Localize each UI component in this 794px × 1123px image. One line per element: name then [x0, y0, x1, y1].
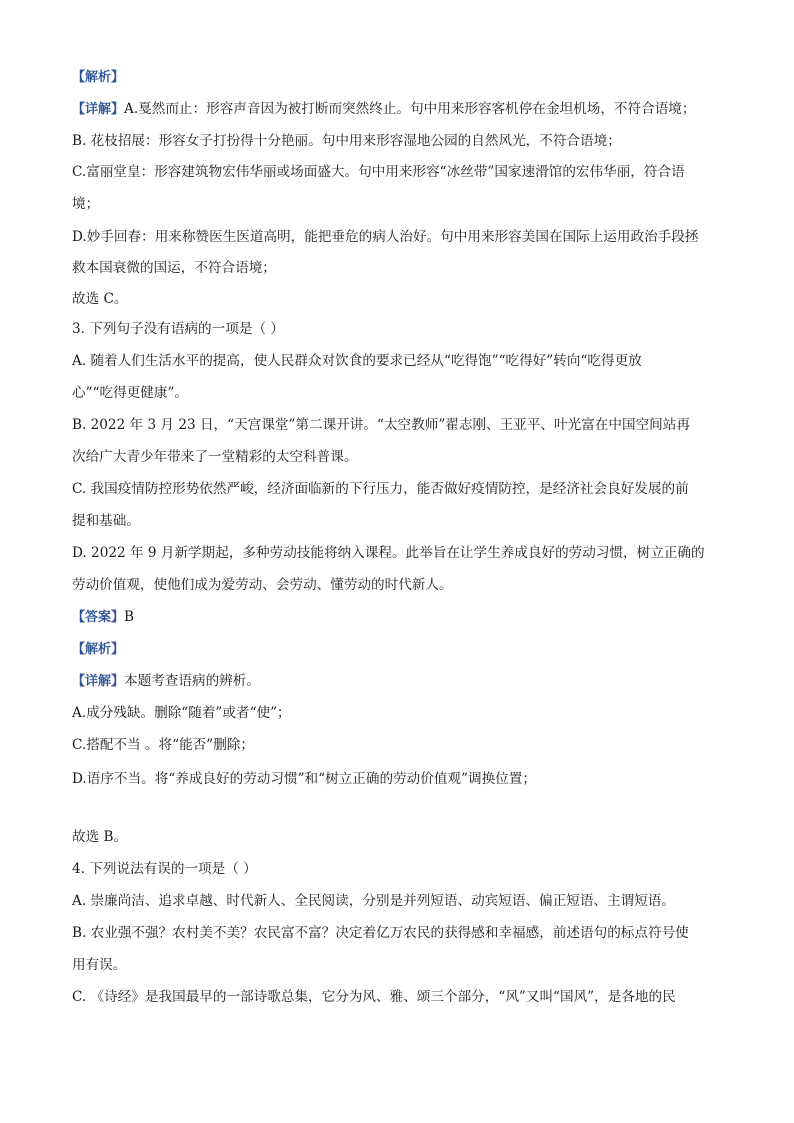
detail-text: A.戛然而止：形容声音因为被打断而突然终止。句中用来形容客机停在金坦机场，不符合语境；: [124, 101, 696, 117]
detail-line-c2: 境；: [72, 196, 100, 212]
detail-tag: 【详解】: [72, 102, 125, 117]
detail-line-d2: 救本国衰微的国运，不符合语境；: [72, 260, 276, 276]
q4-option-a1: A. 崇廉尚洁、追求卓越、时代新人、全民阅读，分别是并列短语、动宾短语、偏正短语、主谓短语。: [72, 893, 675, 909]
q3-explain-c: C.搭配不当 。将“能否”删除；: [72, 737, 254, 753]
detail-line-c1: C.富丽堂皇：形容建筑物宏伟华丽或场面盛大。句中用来形容“冰丝带”国家速滑馆的宏伟华丽，符合语: [72, 164, 685, 180]
detail-line-d1: D.妙手回春：用来称赞医生医道高明，能把垂危的病人治好。句中用来形容美国在国际上运用政治手段拯: [72, 229, 699, 245]
detail-text: 本题考查语病的辨析。: [124, 673, 260, 689]
answer-tag: 【答案】: [72, 610, 125, 625]
q3-option-d1: D. 2022 年 9 月新学期起，多种劳动技能将纳入课程。此举旨在让学生养成良好的劳动习惯，树立正确的: [72, 545, 705, 561]
analysis-heading: [72, 68, 124, 87]
q3-explain-d: D.语序不当。将“养成良好的劳动习惯”和“树立正确的劳动价值观”调换位置；: [72, 771, 536, 787]
q3-detail: [72, 672, 260, 691]
q3-option-c1: C. 我国疫情防控形势依然严峻，经济面临新的下行压力，能否做好疫情防控，是经济社会良好发展的前: [72, 481, 689, 497]
answer-value: B: [124, 609, 135, 625]
q3-explain-a: A.成分残缺。删除“随着”或者“使”；: [72, 705, 291, 721]
q3-answer: [72, 608, 134, 627]
choose-c: 故选 C。: [72, 291, 128, 307]
q4-option-c1: C. 《诗经》是我国最早的一部诗歌总集，它分为风、雅、颂三个部分，“风”又叫“国风”，是各地的民: [72, 989, 676, 1005]
q4-option-b1: B. 农业强不强？农村美不美？农民富不富？决定着亿万农民的获得感和幸福感，前述语句的标点符号使: [72, 925, 689, 941]
q3-option-b1: B. 2022 年 3 月 23 日，“天宫课堂”第二课开讲。“太空教师”翟志刚、王亚平、叶光富在中国空间站再: [72, 417, 690, 433]
q3-option-a2: 心”“吃得更健康”。: [72, 385, 189, 401]
q3-option-c2: 提和基础。: [72, 513, 140, 529]
question-3-title: 3. 下列句子没有语病的一项是（ ）: [72, 321, 284, 337]
q4-option-b2: 用有误。: [72, 957, 127, 973]
choose-b: 故选 B。: [72, 829, 128, 845]
detail-line-a: [72, 100, 696, 119]
detail-tag: 【详解】: [72, 674, 125, 689]
analysis-tag: 【解析】: [72, 70, 125, 85]
question-4-title: 4. 下列说法有误的一项是（ ）: [72, 861, 257, 877]
detail-line-b: B. 花枝招展：形容女子打扮得十分艳丽。句中用来形容湿地公园的自然风光，不符合语境；: [72, 133, 621, 149]
q3-option-d2: 劳动价值观，使他们成为爱劳动、会劳动、懂劳动的时代新人。: [72, 577, 453, 593]
q3-analysis-heading: [72, 640, 124, 659]
analysis-tag: 【解析】: [72, 642, 125, 657]
q3-option-b2: 次给广大青少年带来了一堂精彩的太空科普课。: [72, 449, 358, 465]
q3-option-a1: A. 随着人们生活水平的提高，使人民群众对饮食的要求已经从“吃得饱”“吃得好”转向“吃得更放: [72, 353, 642, 369]
